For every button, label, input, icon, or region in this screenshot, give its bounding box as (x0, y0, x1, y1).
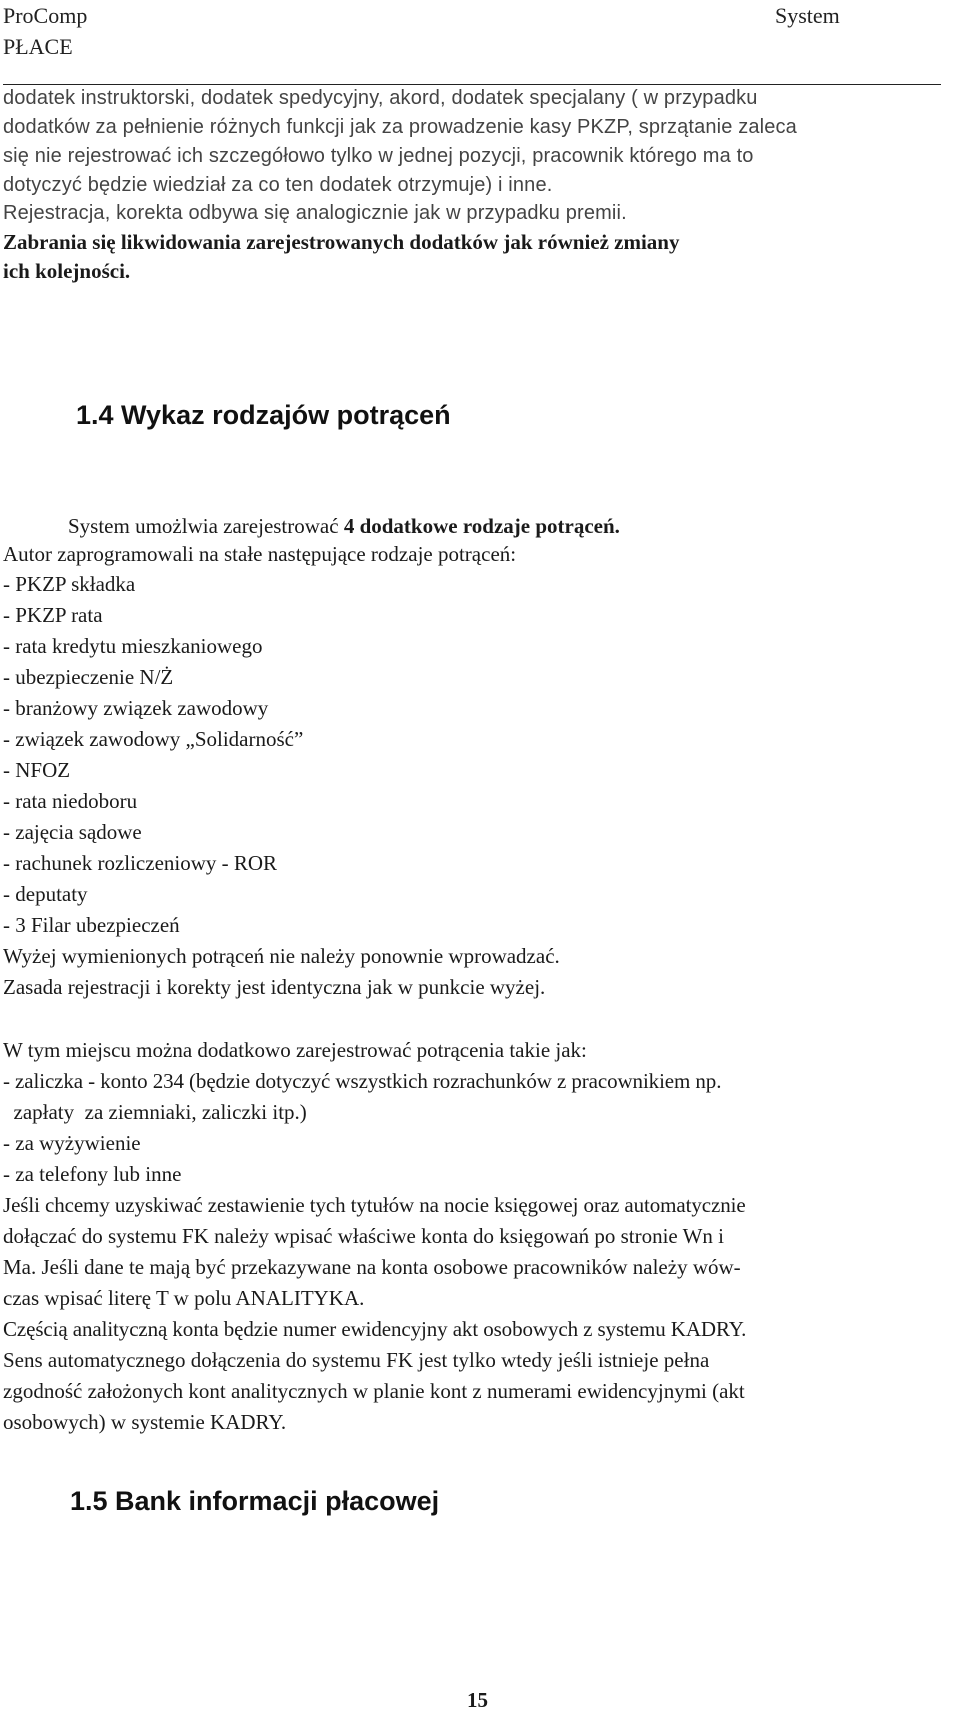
body-line: W tym miejscu można dodatkowo zarejestrować potrącenia takie jak: (3, 1038, 587, 1062)
body-line: czas wpisać literę T w polu ANALITYKA. (3, 1286, 365, 1310)
section-heading-1-5: 1.5 Bank informacji płacowej (70, 1486, 440, 1516)
intro-warning-line: Zabrania się likwidowania zarejestrowanych dodatków jak również zmiany (3, 230, 680, 254)
list-item-continuation: zapłaty za ziemniaki, zaliczki itp.) (3, 1100, 307, 1124)
intro-line: się nie rejestrować ich szczegółowo tylko w jednej pozycji, pracownik którego ma to (3, 145, 754, 167)
section-intro-bold: 4 dodatkowe rodzaje potrąceń. (343, 514, 620, 538)
intro-warning-line: ich kolejności. (3, 259, 131, 283)
list-item: - PKZP składka (3, 572, 136, 596)
list-item: - NFOZ (3, 758, 71, 782)
body-line: Jeśli chcemy uzyskiwać zestawienie tych tytułów na nocie księgowej oraz automatycznie (3, 1193, 746, 1217)
list-item: - rata niedoboru (3, 789, 138, 813)
list-item: - ubezpieczenie N/Ż (3, 665, 174, 689)
body-line: Ma. Jeśli dane te mają być przekazywane na konta osobowe pracowników należy wów- (3, 1255, 741, 1279)
page-number: 15 (467, 1688, 488, 1712)
list-item: - zajęcia sądowe (3, 820, 142, 844)
body-line: Sens automatycznego dołączenia do systemu FK jest tylko wtedy jeśli istnieje pełna (3, 1348, 710, 1372)
intro-line: dodatek instruktorski, dodatek spedycyjny, akord, dodatek specjalany ( w przypadku (3, 87, 758, 109)
intro-line: dotyczyć będzie wiedział za co ten dodatek otrzymuje) i inne. (3, 174, 553, 196)
body-line: Zasada rejestracji i korekty jest identyczna jak w punkcie wyżej. (3, 975, 546, 999)
header-company: ProComp (3, 3, 88, 28)
list-item: - za telefony lub inne (3, 1162, 182, 1186)
list-item: - PKZP rata (3, 603, 103, 627)
intro-line: dodatków za pełnienie różnych funkcji jak za prowadzenie kasy PKZP, sprzątanie zaleca (3, 116, 797, 138)
header-module: PŁACE (3, 34, 73, 59)
intro-line: Rejestracja, korekta odbywa się analogicznie jak w przypadku premii. (3, 202, 627, 224)
list-item: - związek zawodowy „Solidarność” (3, 727, 304, 751)
list-item: - rata kredytu mieszkaniowego (3, 634, 263, 658)
section-intro-plain: System umożlwia zarejestrować (68, 514, 344, 538)
header-left (3, 0, 87, 62)
body-line: Wyżej wymienionych potrąceń nie należy ponownie wprowadzać. (3, 944, 560, 968)
body-line: Częścią analityczną konta będzie numer ewidencyjny akt osobowych z systemu KADRY. (3, 1317, 747, 1341)
body-line: Autor zaprogramowali na stałe następujące rodzaje potrąceń: (3, 542, 517, 566)
list-item: - 3 Filar ubezpieczeń (3, 913, 180, 937)
page-header (0, 0, 960, 86)
list-item: - zaliczka - konto 234 (będzie dotyczyć wszystkich rozrachunków z pracownikiem np. (3, 1069, 722, 1093)
list-item: - branżowy związek zawodowy (3, 696, 269, 720)
body-line: zgodność założonych kont analitycznych w planie kont z numerami ewidencyjnymi (akt (3, 1379, 745, 1403)
body-line: dołączać do systemu FK należy wpisać właściwe konta do księgowań po stronie Wn i (3, 1224, 725, 1248)
body-line: osobowych) w systemie KADRY. (3, 1410, 287, 1434)
section-intro (68, 512, 620, 541)
list-item: - za wyżywienie (3, 1131, 141, 1155)
list-item: - rachunek rozliczeniowy - ROR (3, 851, 278, 875)
header-system: System (775, 3, 840, 28)
section-heading-1-4: 1.4 Wykaz rodzajów potrąceń (76, 400, 451, 430)
list-item: - deputaty (3, 882, 88, 906)
